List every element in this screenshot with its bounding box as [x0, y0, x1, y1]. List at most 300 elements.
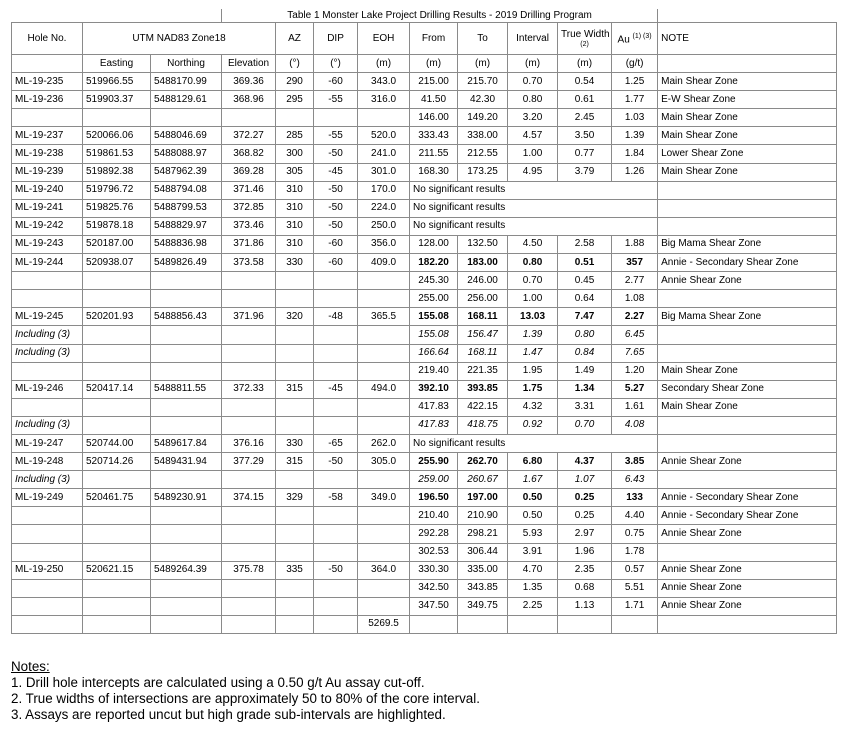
cell-dip: -45 — [314, 380, 358, 398]
cell-az: 315 — [276, 453, 314, 471]
cell-northing: 5488799.53 — [151, 199, 222, 217]
header-true-width-footnote: (2) — [580, 40, 589, 48]
cell-from: 166.64 — [410, 344, 458, 362]
cell-hole-no: ML-19-236 — [12, 91, 83, 109]
units-eoh: (m) — [358, 55, 410, 73]
cell-true-width: 1.07 — [558, 471, 612, 489]
cell-elevation — [222, 471, 276, 489]
cell-elevation — [222, 507, 276, 525]
cell-az — [276, 290, 314, 308]
cell-note: Annie Shear Zone — [658, 272, 837, 290]
cell-az: 305 — [276, 163, 314, 181]
cell-true-width: 0.61 — [558, 91, 612, 109]
cell-au: 1.88 — [612, 235, 658, 253]
cell-easting — [83, 471, 151, 489]
cell-az — [276, 362, 314, 380]
cell-interval: 1.75 — [508, 380, 558, 398]
cell-note: Annie - Secondary Shear Zone — [658, 489, 837, 507]
cell-eoh — [358, 579, 410, 597]
cell-elevation — [222, 344, 276, 362]
table-row — [12, 434, 837, 452]
cell-eoh — [358, 290, 410, 308]
cell-from: 347.50 — [410, 597, 458, 615]
cell-from: 417.83 — [410, 416, 458, 434]
cell-northing: 5489230.91 — [151, 489, 222, 507]
cell-interval: 2.25 — [508, 597, 558, 615]
cell-note: Annie Shear Zone — [658, 525, 837, 543]
cell-elevation: 373.46 — [222, 217, 276, 235]
cell-from — [410, 615, 458, 633]
cell-dip: -60 — [314, 73, 358, 91]
cell-to: 212.55 — [458, 145, 508, 163]
units-easting: Easting — [83, 55, 151, 73]
cell-eoh — [358, 398, 410, 416]
cell-from: 219.40 — [410, 362, 458, 380]
units-az: (°) — [276, 55, 314, 73]
cell-eoh: 250.0 — [358, 217, 410, 235]
cell-eoh — [358, 597, 410, 615]
units-note — [658, 55, 837, 73]
cell-eoh: 364.0 — [358, 561, 410, 579]
header-true-width-label: True Width — [561, 28, 610, 40]
cell-az: 310 — [276, 199, 314, 217]
cell-note — [658, 326, 837, 344]
table-row — [12, 453, 837, 471]
cell-to: 183.00 — [458, 254, 508, 272]
cell-from: 155.08 — [410, 326, 458, 344]
cell-elevation: 368.82 — [222, 145, 276, 163]
cell-true-width — [558, 615, 612, 633]
cell-eoh: 365.5 — [358, 308, 410, 326]
cell-elevation — [222, 525, 276, 543]
cell-easting — [83, 597, 151, 615]
cell-az — [276, 326, 314, 344]
cell-from: 333.43 — [410, 127, 458, 145]
cell-northing: 5489431.94 — [151, 453, 222, 471]
table-row — [12, 109, 837, 127]
cell-hole-no — [12, 615, 83, 633]
cell-interval — [508, 615, 558, 633]
cell-note — [658, 199, 837, 217]
cell-az — [276, 615, 314, 633]
cell-easting: 520187.00 — [83, 235, 151, 253]
cell-au: 3.85 — [612, 453, 658, 471]
cell-no-significant-results: No significant results — [410, 199, 658, 217]
cell-dip — [314, 290, 358, 308]
cell-from: 302.53 — [410, 543, 458, 561]
cell-note: Big Mama Shear Zone — [658, 235, 837, 253]
cell-easting: 520621.15 — [83, 561, 151, 579]
cell-dip — [314, 507, 358, 525]
cell-true-width: 2.58 — [558, 235, 612, 253]
cell-interval: 0.50 — [508, 507, 558, 525]
header-to: To — [458, 23, 508, 55]
cell-az — [276, 525, 314, 543]
cell-northing: 5489617.84 — [151, 434, 222, 452]
cell-from: 155.08 — [410, 308, 458, 326]
cell-elevation: 374.15 — [222, 489, 276, 507]
units-row — [12, 55, 837, 73]
cell-easting: 520938.07 — [83, 254, 151, 272]
cell-true-width: 0.80 — [558, 326, 612, 344]
table-row — [12, 91, 837, 109]
table-title: Table 1 Monster Lake Project Drilling Results - 2019 Drilling Program — [222, 9, 658, 23]
cell-to — [458, 615, 508, 633]
cell-northing — [151, 326, 222, 344]
cell-interval: 3.20 — [508, 109, 558, 127]
cell-note: Main Shear Zone — [658, 163, 837, 181]
cell-to: 210.90 — [458, 507, 508, 525]
cell-interval: 6.80 — [508, 453, 558, 471]
cell-az — [276, 507, 314, 525]
cell-dip — [314, 543, 358, 561]
cell-elevation — [222, 579, 276, 597]
cell-easting: 519903.37 — [83, 91, 151, 109]
cell-az: 310 — [276, 217, 314, 235]
cell-interval: 4.50 — [508, 235, 558, 253]
cell-elevation: 371.86 — [222, 235, 276, 253]
cell-au: 1.61 — [612, 398, 658, 416]
cell-eoh: 262.0 — [358, 434, 410, 452]
cell-northing: 5488794.08 — [151, 181, 222, 199]
cell-eoh: 343.0 — [358, 73, 410, 91]
cell-easting — [83, 398, 151, 416]
cell-interval: 1.00 — [508, 145, 558, 163]
table-row — [12, 163, 837, 181]
cell-dip: -65 — [314, 434, 358, 452]
cell-au: 2.77 — [612, 272, 658, 290]
cell-true-width: 0.54 — [558, 73, 612, 91]
cell-hole-no — [12, 525, 83, 543]
cell-au: 5.27 — [612, 380, 658, 398]
cell-elevation — [222, 109, 276, 127]
cell-northing: 5488856.43 — [151, 308, 222, 326]
cell-note: Annie Shear Zone — [658, 597, 837, 615]
cell-dip — [314, 398, 358, 416]
cell-to: 215.70 — [458, 73, 508, 91]
cell-au: 1.08 — [612, 290, 658, 308]
units-true-width: (m) — [558, 55, 612, 73]
cell-hole-no — [12, 507, 83, 525]
cell-hole-no — [12, 272, 83, 290]
cell-northing — [151, 272, 222, 290]
cell-from: 211.55 — [410, 145, 458, 163]
cell-note — [658, 434, 837, 452]
cell-dip — [314, 597, 358, 615]
cell-dip: -48 — [314, 308, 358, 326]
cell-from: 330.30 — [410, 561, 458, 579]
cell-note — [658, 344, 837, 362]
cell-easting — [83, 109, 151, 127]
cell-easting: 520417.14 — [83, 380, 151, 398]
cell-dip — [314, 525, 358, 543]
cell-au — [612, 615, 658, 633]
cell-au: 1.20 — [612, 362, 658, 380]
cell-au: 7.65 — [612, 344, 658, 362]
cell-northing — [151, 471, 222, 489]
cell-from: 215.00 — [410, 73, 458, 91]
cell-no-significant-results: No significant results — [410, 217, 658, 235]
units-northing: Northing — [151, 55, 222, 73]
cell-northing — [151, 579, 222, 597]
cell-easting: 520714.26 — [83, 453, 151, 471]
cell-elevation — [222, 272, 276, 290]
cell-elevation: 371.46 — [222, 181, 276, 199]
cell-note: Main Shear Zone — [658, 73, 837, 91]
cell-elevation: 375.78 — [222, 561, 276, 579]
cell-true-width: 0.70 — [558, 416, 612, 434]
table-row — [12, 181, 837, 199]
note-line: 1. Drill hole intercepts are calculated using a 0.50 g/t Au assay cut-off. — [11, 675, 425, 690]
cell-true-width: 0.77 — [558, 145, 612, 163]
cell-note: Annie - Secondary Shear Zone — [658, 507, 837, 525]
cell-interval: 1.47 — [508, 344, 558, 362]
cell-interval: 1.00 — [508, 290, 558, 308]
cell-from: 41.50 — [410, 91, 458, 109]
header-utm: UTM NAD83 Zone18 — [83, 23, 276, 55]
cell-eoh: 349.0 — [358, 489, 410, 507]
cell-to: 262.70 — [458, 453, 508, 471]
header-true-width — [558, 23, 612, 55]
cell-note: Secondary Shear Zone — [658, 380, 837, 398]
cell-hole-no: Including (3) — [12, 326, 83, 344]
cell-northing — [151, 597, 222, 615]
cell-dip — [314, 579, 358, 597]
cell-to: 149.20 — [458, 109, 508, 127]
cell-true-width: 4.37 — [558, 453, 612, 471]
notes-title: Notes: — [11, 659, 50, 674]
cell-interval: 0.70 — [508, 73, 558, 91]
cell-dip: -50 — [314, 145, 358, 163]
cell-elevation: 372.85 — [222, 199, 276, 217]
cell-az: 335 — [276, 561, 314, 579]
cell-true-width: 2.97 — [558, 525, 612, 543]
cell-au: 1.26 — [612, 163, 658, 181]
table-row — [12, 199, 837, 217]
cell-az: 330 — [276, 254, 314, 272]
table-row — [12, 416, 837, 434]
cell-northing: 5488170.99 — [151, 73, 222, 91]
notes-section — [11, 659, 480, 723]
header-eoh: EOH — [358, 23, 410, 55]
cell-to: 132.50 — [458, 235, 508, 253]
cell-interval: 1.35 — [508, 579, 558, 597]
cell-hole-no — [12, 362, 83, 380]
cell-az — [276, 398, 314, 416]
cell-from: 210.40 — [410, 507, 458, 525]
cell-hole-no — [12, 597, 83, 615]
cell-northing — [151, 416, 222, 434]
cell-true-width: 3.50 — [558, 127, 612, 145]
cell-easting — [83, 579, 151, 597]
cell-hole-no: Including (3) — [12, 344, 83, 362]
cell-hole-no: ML-19-241 — [12, 199, 83, 217]
table-row — [12, 272, 837, 290]
cell-interval: 1.95 — [508, 362, 558, 380]
cell-easting — [83, 525, 151, 543]
cell-hole-no — [12, 290, 83, 308]
cell-elevation — [222, 543, 276, 561]
table-row — [12, 217, 837, 235]
cell-eoh — [358, 109, 410, 127]
cell-note: Lower Shear Zone — [658, 145, 837, 163]
cell-to: 42.30 — [458, 91, 508, 109]
cell-note — [658, 543, 837, 561]
cell-dip: -60 — [314, 235, 358, 253]
cell-elevation: 376.16 — [222, 434, 276, 452]
cell-easting — [83, 507, 151, 525]
cell-dip: -55 — [314, 91, 358, 109]
cell-northing: 5488811.55 — [151, 380, 222, 398]
cell-note: Annie Shear Zone — [658, 579, 837, 597]
cell-az — [276, 579, 314, 597]
table-row — [12, 127, 837, 145]
cell-az: 330 — [276, 434, 314, 452]
cell-true-width: 0.51 — [558, 254, 612, 272]
header-au-label: Au — [617, 34, 630, 46]
cell-interval: 1.67 — [508, 471, 558, 489]
cell-dip: -58 — [314, 489, 358, 507]
header-az: AZ — [276, 23, 314, 55]
cell-easting: 520461.75 — [83, 489, 151, 507]
cell-northing — [151, 615, 222, 633]
cell-hole-no: ML-19-239 — [12, 163, 83, 181]
cell-from: 146.00 — [410, 109, 458, 127]
cell-to: 349.75 — [458, 597, 508, 615]
table-row — [12, 561, 837, 579]
cell-hole-no: ML-19-235 — [12, 73, 83, 91]
cell-from: 342.50 — [410, 579, 458, 597]
cell-to: 168.11 — [458, 308, 508, 326]
note-line: 3. Assays are reported uncut but high grade sub-intervals are highlighted. — [11, 707, 446, 722]
cell-eoh — [358, 344, 410, 362]
cell-easting: 519892.38 — [83, 163, 151, 181]
cell-interval: 1.39 — [508, 326, 558, 344]
cell-eoh: 494.0 — [358, 380, 410, 398]
cell-az — [276, 597, 314, 615]
cell-eoh — [358, 416, 410, 434]
cell-interval: 13.03 — [508, 308, 558, 326]
units-interval: (m) — [508, 55, 558, 73]
cell-easting: 519825.76 — [83, 199, 151, 217]
cell-eoh: 356.0 — [358, 235, 410, 253]
cell-to: 393.85 — [458, 380, 508, 398]
cell-eoh — [358, 272, 410, 290]
cell-interval: 0.80 — [508, 91, 558, 109]
cell-note: Main Shear Zone — [658, 109, 837, 127]
cell-true-width: 0.64 — [558, 290, 612, 308]
cell-interval: 0.80 — [508, 254, 558, 272]
cell-northing — [151, 109, 222, 127]
table-row — [12, 525, 837, 543]
cell-dip: -45 — [314, 163, 358, 181]
cell-elevation: 368.96 — [222, 91, 276, 109]
cell-interval: 5.93 — [508, 525, 558, 543]
cell-hole-no: ML-19-243 — [12, 235, 83, 253]
cell-note: E-W Shear Zone — [658, 91, 837, 109]
cell-northing: 5488088.97 — [151, 145, 222, 163]
cell-northing: 5487962.39 — [151, 163, 222, 181]
header-au-footnote: (1) (3) — [632, 32, 652, 40]
cell-au: 0.57 — [612, 561, 658, 579]
cell-elevation: 371.96 — [222, 308, 276, 326]
cell-true-width: 0.84 — [558, 344, 612, 362]
cell-au: 1.25 — [612, 73, 658, 91]
cell-az — [276, 471, 314, 489]
cell-easting — [83, 362, 151, 380]
cell-from: 259.00 — [410, 471, 458, 489]
table-row — [12, 615, 837, 633]
cell-to: 335.00 — [458, 561, 508, 579]
cell-from: 392.10 — [410, 380, 458, 398]
cell-note: Main Shear Zone — [658, 362, 837, 380]
cell-dip: -50 — [314, 217, 358, 235]
cell-az: 320 — [276, 308, 314, 326]
cell-az — [276, 543, 314, 561]
cell-elevation: 369.28 — [222, 163, 276, 181]
cell-to: 260.67 — [458, 471, 508, 489]
cell-eoh: 409.0 — [358, 254, 410, 272]
cell-to: 343.85 — [458, 579, 508, 597]
cell-au: 0.75 — [612, 525, 658, 543]
cell-true-width: 3.79 — [558, 163, 612, 181]
cell-hole-no: ML-19-240 — [12, 181, 83, 199]
cell-dip — [314, 362, 358, 380]
cell-easting — [83, 344, 151, 362]
cell-to: 418.75 — [458, 416, 508, 434]
cell-to: 422.15 — [458, 398, 508, 416]
note-line: 2. True widths of intersections are approximately 50 to 80% of the core interval. — [11, 691, 480, 706]
cell-to: 221.35 — [458, 362, 508, 380]
cell-hole-no: Including (3) — [12, 416, 83, 434]
cell-eoh — [358, 525, 410, 543]
cell-northing — [151, 290, 222, 308]
cell-hole-no: ML-19-245 — [12, 308, 83, 326]
cell-eoh — [358, 471, 410, 489]
table-row — [12, 362, 837, 380]
cell-northing: 5488829.97 — [151, 217, 222, 235]
cell-dip — [314, 416, 358, 434]
cell-elevation: 372.27 — [222, 127, 276, 145]
cell-true-width: 1.13 — [558, 597, 612, 615]
cell-northing: 5489826.49 — [151, 254, 222, 272]
cell-au: 133 — [612, 489, 658, 507]
cell-true-width: 0.45 — [558, 272, 612, 290]
cell-note: Annie - Secondary Shear Zone — [658, 254, 837, 272]
cell-au: 1.77 — [612, 91, 658, 109]
table-row — [12, 145, 837, 163]
cell-hole-no: ML-19-242 — [12, 217, 83, 235]
cell-eoh: 305.0 — [358, 453, 410, 471]
cell-eoh: 5269.5 — [358, 615, 410, 633]
cell-true-width: 2.45 — [558, 109, 612, 127]
cell-to: 197.00 — [458, 489, 508, 507]
cell-easting: 520744.00 — [83, 434, 151, 452]
cell-elevation: 373.58 — [222, 254, 276, 272]
cell-dip: -50 — [314, 453, 358, 471]
table-row — [12, 507, 837, 525]
cell-true-width: 7.47 — [558, 308, 612, 326]
cell-note — [658, 217, 837, 235]
cell-elevation — [222, 326, 276, 344]
table-title-row — [12, 9, 837, 23]
cell-to: 246.00 — [458, 272, 508, 290]
cell-true-width: 3.31 — [558, 398, 612, 416]
cell-note: Big Mama Shear Zone — [658, 308, 837, 326]
cell-to: 306.44 — [458, 543, 508, 561]
cell-note — [658, 471, 837, 489]
cell-northing — [151, 398, 222, 416]
